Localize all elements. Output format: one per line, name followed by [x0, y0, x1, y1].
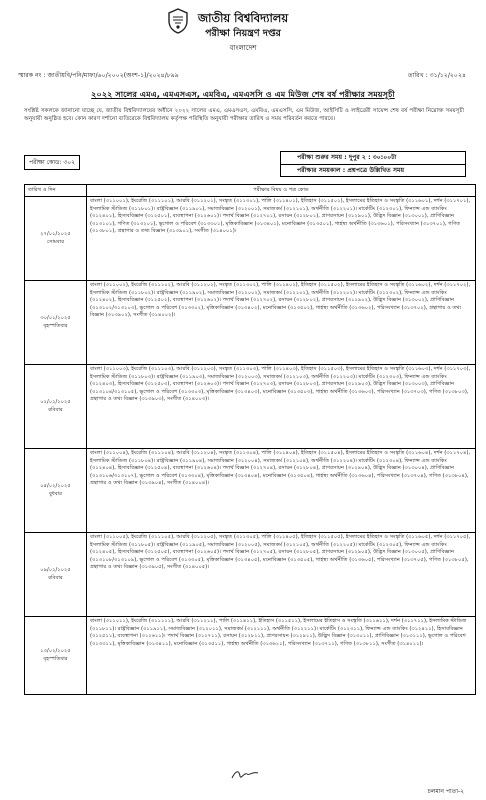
table-row [25, 449, 476, 533]
table-header-row [25, 185, 476, 197]
memo-number: স্মারক নং : জাতীয়বি/পনি/মাফা/৬০/২০০২(অংশ-১)/২০২৪/৮৯৯ [18, 72, 179, 79]
table-row [25, 617, 476, 695]
exam-date: ২৭/০১/২০২৫ [40, 231, 71, 237]
column-header-date: তারিখ ও দিন [25, 185, 87, 197]
university-name: জাতীয় বিশ্ববিদ্যালয় [197, 11, 289, 25]
exam-day: সোমবার [46, 238, 65, 245]
date-cell [25, 449, 87, 533]
date-cell [25, 533, 87, 617]
notice-date: তারিখ : ৩১/১২/২০২৪ [407, 72, 466, 79]
date-cell [25, 617, 87, 695]
exam-time-box [280, 151, 466, 177]
page-title: ২০২২ সালের এমএ, এমএসএস, এমবিএ, এমএসসি ও এম মিউজ শেষ বর্ষ পরীক্ষার সময়সূচী [91, 89, 395, 99]
exam-date: ০২/০২/২০২৫ [40, 399, 71, 405]
exam-day: রবিবার [48, 406, 63, 413]
column-header-subject: পরীক্ষার বিষয় ও পত্র কোড [87, 185, 476, 197]
date-cell [25, 197, 87, 281]
exam-date: ১৩/০২/২০২৫ [40, 648, 71, 654]
date-cell [25, 365, 87, 449]
table-row [25, 365, 476, 449]
subject-cell: বাংলা (৩১১০০১), ইংরেজি (৩১১১০১), আরবি (৩১১২০১), সংস্কৃত (৩১১৩০১), পালি (৩১১৪০১), ইতিহাস (৩১১৫০১), ইসলামের ইতিহাস ও সংস্কৃতি (৩১১৬০১), দর্শন (৩১১৭০১), ইসলামিক স্টাডিজ (৩১১৮০১)। রাষ্ট্রবিজ্ঞান (৩১১৯০১), সমাজবিজ্ঞান (৩১২০০১), সমাজকর্ম (৩১২১০১), অর্থনীতি (৩১২২০১)। মার্কেটিং (৩১২৩০১), ফিন্যান্স এন্ড ব্যাংকিং (৩১২৪০১), হিসাববিজ্ঞান (৩১২৫০১), ব্যবস্থাপনা (৩১২৬০১)। পদার্থ বিজ্ঞান (৩১২৭০১), রসায়ন (৩১২৮০১), প্রাণরসায়ন (৩১২৯০১), উদ্ভিদ বিজ্ঞান (৩১৩০০১), প্রাণিবিজ্ঞান (৩১৩১০১), গণিত (৩১৩২০১), ভূগোল ও পরিবেশ (৩১৩৩০১), মৃত্তিকাবিজ্ঞান (৩১৩৪০১), মনোবিজ্ঞান (৩১৩৫০১), গার্হস্থ্য অর্থনীতি (৩১৩৬০১), পরিসংখ্যান (৩১৩৭০১), গণিত (৩১৩৮০১), গ্রন্থাগার ও তথ্য বিজ্ঞান (৩১৩৯০১), সংগীত (৩১৪০০১)। [87, 197, 476, 281]
country-name: বাংলাদেশ [229, 44, 257, 52]
exam-day: বৃহস্পতিবার [43, 322, 68, 329]
exam-code: পরীক্ষা কোড: ৩০২ [24, 155, 80, 170]
page-continuation-note: চলমান পাতা-২ [427, 788, 464, 795]
date-cell [25, 281, 87, 365]
intro-paragraph: সংশ্লিষ্ট সকলকে জানানো যাচ্ছে যে, জাতীয় বিশ্ববিদ্যালয়ের অধীনে ২০২২ সালের এমএ, এমএসএস, এমবিএ, এমএসসি, এম মিউজ, আইসিটি ও লাইব্রেরী সায়েন্স শেষ বর্ষ পরীক্ষা নিম্নোক্ত সময়সূচী অনুযায়ী অনুষ্ঠিত হবে। কোন কারণ দর্শানো ব্যতিরেকে বিশ্ববিদ্যালয় কর্তৃপক্ষ পরিস্থিতি অনুযায়ী পরীক্ষার তারিখ ও সময় পরিবর্তন করতে পারবে। [24, 108, 465, 123]
signature-icon [230, 768, 260, 782]
subject-cell: বাংলা (৩১১০০৪), ইংরেজি (৩১১১০৪), আরবি (৩১১২০৪), সংস্কৃত (৩১১৩০৪), পালি (৩১১৪০৪), ইতিহাস (৩১১৫০৪), ইসলামের ইতিহাস ও সংস্কৃতি (৩১১৬০৪), দর্শন (৩১১৭০৪), ইসলামিক স্টাডিজ (৩১১৮০৪)। রাষ্ট্রবিজ্ঞান (৩১১৯০৪), সমাজবিজ্ঞান (৩১২০০৪), সমাজকর্ম (৩১২১০৪), অর্থনীতি (৩১২২০৪)। মার্কেটিং (৩১২৩০৪), ফিন্যান্স এন্ড ব্যাংকিং (৩১২৪০৪), হিসাববিজ্ঞান (৩১২৫০৪), ব্যবস্থাপনা (৩১২৬০৪)। পদার্থ বিজ্ঞান (৩১২৭০৪), রসায়ন (৩১২৮০৪), প্রাণরসায়ন (৩১২৯০৪), উদ্ভিদ বিজ্ঞান (৩১৩০০৪), প্রাণিবিজ্ঞান (৩১৩১০৬/৩১৩১০৭), ভূগোল ও পরিবেশ (৩১৩৩০৪), মৃত্তিকাবিজ্ঞান (৩১৩৪০৪), মনোবিজ্ঞান (৩১৩৫০৪), গার্হস্থ্য অর্থনীতি (৩১৩৬০৪), পরিসংখ্যান (৩১৩৭০৪), গণিত (৩১৩৮০৪), গ্রন্থাগার ও তথ্য বিজ্ঞান (৩১৩৯০৪), সংগীত (৩১৪০০৪)। [87, 449, 476, 533]
exam-day: বৃহস্পতিবার [43, 655, 68, 662]
table-row [25, 281, 476, 365]
schedule-table [24, 184, 476, 695]
office-name: পরীক্ষা নিয়ন্ত্রণ দপ্তর [205, 28, 281, 39]
exam-duration: পরীক্ষার সময়কাল : প্রশ্নপত্রে উল্লিখিত সময় [297, 167, 405, 174]
exam-day: রবিবার [48, 574, 63, 581]
exam-date: ৩০/০১/২০২৫ [40, 315, 71, 321]
exam-date: ০৯/০২/২০২৫ [40, 567, 71, 573]
subject-cell: বাংলা (৩১১০০৩), ইংরেজি (৩১১১০৩), আরবি (৩১১২০৩), সংস্কৃত (৩১১৩০৩), পালি (৩১১৪০৩), ইতিহাস (৩১১৫০৩), ইসলামের ইতিহাস ও সংস্কৃতি (৩১১৬০৩), দর্শন (৩১১৭০৩), ইসলামিক স্টাডিজ (৩১১৮০৩)। রাষ্ট্রবিজ্ঞান (৩১১৯০৩), সমাজবিজ্ঞান (৩১২০০৩), সমাজকর্ম (৩১২১০৩), অর্থনীতি (৩১২২০৩)। মার্কেটিং (৩১২৩০৩), ফিন্যান্স এন্ড ব্যাংকিং (৩১২৪০৩), হিসাববিজ্ঞান (৩১২৫০৩), ব্যবস্থাপনা (৩১২৬০৩)। পদার্থ বিজ্ঞান (৩১২৭০৩), রসায়ন (৩১২৮০৩), প্রাণরসায়ন (৩১২৯০৩), উদ্ভিদ বিজ্ঞান (৩১৩০০৩), প্রাণিবিজ্ঞান (৩১৩১০৪/৩১৩১০৫), ভূগোল ও পরিবেশ (৩১৩৩০৩), মৃত্তিকাবিজ্ঞান (৩১৩৪০৩), মনোবিজ্ঞান (৩১৩৫০৩), গার্হস্থ্য অর্থনীতি (৩১৩৬০৩), পরিসংখ্যান (৩১৩৭০৩), গণিত (৩১৩৮০৩), গ্রন্থাগার ও তথ্য বিজ্ঞান (৩১৩৯০৩), সংগীত (৩১৪০০৩)। [87, 365, 476, 449]
start-time: পরীক্ষা শুরুর সময় : দুপুর ২ : ৩০:০০টা [281, 152, 465, 165]
table-row [25, 533, 476, 617]
exam-day: বুধবার [48, 490, 63, 497]
subject-cell: বাংলা (৩১১০১১), ইংরেজি (৩১১১১১), আরবি (৩১১২১১), পালি (৩১১৪১১), ইতিহাস (৩১১৫১১), ইসলামের ইতিহাস ও সংস্কৃতি (৩১১৬১১), দর্শন (৩১১৭১১), ইসলামিক স্টাডিজ (৩১১৮১১)। রাষ্ট্রবিজ্ঞান (৩১১৯১১), সমাজবিজ্ঞান (৩১২০১১), সমাজকর্ম (৩১২১১১), অর্থনীতি (৩১২২১১)। মার্কেটিং (৩১২৩১১), ফিন্যান্স এন্ড ব্যাংকিং (৩১২৪১১), হিসাববিজ্ঞান (৩১২৫১১), ব্যবস্থাপনা (৩১২৬১১)। পদার্থ বিজ্ঞান (৩১২৭১১), রসায়ন (৩১২৮১১), প্রাণরসায়ন (৩১২৯১১), উদ্ভিদ বিজ্ঞান (৩১৩০১১), প্রাণিবিজ্ঞান (৩১৩১১১), ভূগোল ও পরিবেশ (৩১৩৩১১), মৃত্তিকাবিজ্ঞান (৩১৩৪১১), মনোবিজ্ঞান (৩১৩৫১১), গার্হস্থ্য অর্থনীতি (৩১৩৬১১), পরিসংখ্যান (৩১৩৭১১), গণিত (৩১৩৮১১), সংগীত (৩১৪০১১)। [87, 617, 476, 695]
exam-date: ০৫/০২/২০২৫ [40, 483, 71, 489]
subject-cell: বাংলা (৩১১০০২), ইংরেজি (৩১১১০২), আরবি (৩১১২০২), সংস্কৃত (৩১১৩০২), পালি (৩১১৪০২), ইতিহাস (৩১১৫০২), ইসলামের ইতিহাস ও সংস্কৃতি (৩১১৬০২), দর্শন (৩১১৭০২), ইসলামিক স্টাডিজ (৩১১৮০২)। রাষ্ট্রবিজ্ঞান (৩১১৯০২), সমাজবিজ্ঞান (৩১২০০২), সমাজকর্ম (৩১২১০২), অর্থনীতি (৩১২২০২)। মার্কেটিং (৩১২৩০২), ফিন্যান্স এন্ড ব্যাংকিং (৩১২৪০২), হিসাববিজ্ঞান (৩১২৫০২), ব্যবস্থাপনা (৩১২৬০২)। পদার্থ বিজ্ঞান (৩১২৭০২), রসায়ন (৩১২৮০২), প্রাণরসায়ন (৩১২৯০২), উদ্ভিদ বিজ্ঞান (৩১৩০০২), প্রাণিবিজ্ঞান (৩১৩১০২/৩১৩১০৩), ভূগোল ও পরিবেশ (৩১৩৩০২), মৃত্তিকাবিজ্ঞান (৩১৩৪০২), মনোবিজ্ঞান (৩১৩৫০২), গার্হস্থ্য অর্থনীতি (৩১৩৬০২), পরিসংখ্যান (৩১৩৭০২), গ্রন্থাগার ও তথ্য বিজ্ঞান (৩১৩৯০২), সংগীত (৩১৪০০২)। [87, 281, 476, 365]
subject-cell: বাংলা (৩১১০০৫), ইংরেজি (৩১১১০৫), আরবি (৩১১২০৫), সংস্কৃত (৩১১৩০৫), পালি (৩১১৪০৫), ইতিহাস (৩১১৫০৫), ইসলামের ইতিহাস ও সংস্কৃতি (৩১১৬০৫), দর্শন (৩১১৭০৫), ইসলামিক স্টাডিজ (৩১১৮০৫)। রাষ্ট্রবিজ্ঞান (৩১১৯০৫), সমাজবিজ্ঞান (৩১২০০৫), সমাজকর্ম (৩১২১০৫), অর্থনীতি (৩১২২০৫)। মার্কেটিং (৩১২৩০৫), ফিন্যান্স এন্ড ব্যাংকিং (৩১২৪০৫), হিসাববিজ্ঞান (৩১২৫০৫), ব্যবস্থাপনা (৩১২৬০৫)। পদার্থ বিজ্ঞান (৩১২৭০৫), রসায়ন (৩১২৮০৫), প্রাণরসায়ন (৩১২৯০৫), উদ্ভিদ বিজ্ঞান (৩১৩০০৫), প্রাণিবিজ্ঞান (৩১৩১০৮/৩১৩১০৯), ভূগোল ও পরিবেশ (৩১৩৩০৫), মৃত্তিকাবিজ্ঞান (৩১৩৪০৫), মনোবিজ্ঞান (৩১৩৫০৫), গার্হস্থ্য অর্থনীতি (৩১৩৬০৫), পরিসংখ্যান (৩১৩৭০৫), গণিত (৩১৩৮০৫), গ্রন্থাগার ও তথ্য বিজ্ঞান (৩১৩৯০৫), সংগীত (৩১৪০০৫)। [87, 533, 476, 617]
table-row [25, 197, 476, 281]
